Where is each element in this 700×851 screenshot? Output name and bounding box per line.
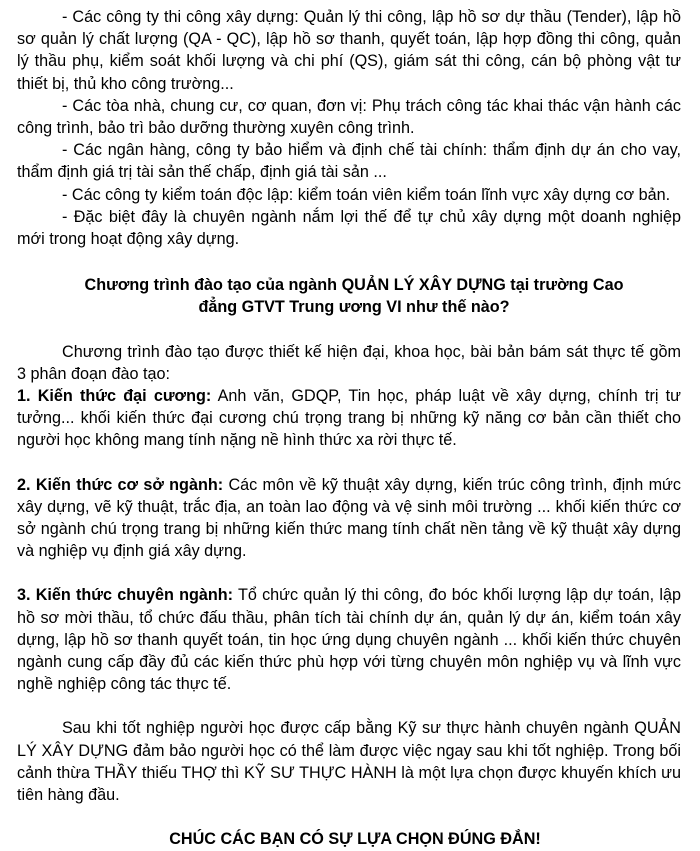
closing-message: CHÚC CÁC BẠN CÓ SỰ LỰA CHỌN ĐÚNG ĐẮN! <box>169 830 541 849</box>
spacer <box>17 319 681 341</box>
section-heading: Chương trình đào tạo của ngành QUẢN LÝ XÂY DỰNG tại trường Cao đẳng GTVT Trung ương VI như thế nào? <box>84 276 624 317</box>
intro-item-entrepreneurship: - Đặc biệt đây là chuyên ngành nắm lợi thế để tự chủ xây dựng một doanh nghiệp mới trong hoạt động xây dựng. <box>17 207 681 249</box>
intro-item-buildings: - Các tòa nhà, chung cư, cơ quan, đơn vị: Phụ trách công tác khai thác vận hành các công trình, bảo trì bảo dưỡng thường xuyên công trình. <box>17 96 681 138</box>
document-page <box>17 6 681 851</box>
spacer <box>17 562 681 584</box>
spacer <box>17 250 681 274</box>
section-foundation-knowledge <box>17 474 681 563</box>
section-title: 3. Kiến thức chuyên ngành: <box>17 586 234 605</box>
section-body: Các môn về kỹ thuật xây dựng, kiến trúc công trình, định mức xây dựng, vẽ kỹ thuật, trắc địa, an toàn lao động và vệ sinh môi trường ... khối kiến thức cơ sở ngành chú trọng trang bị những kiến thức mang tính chất nền tảng về kỹ thuật xây dựng và nghiệp vụ định giá xây dựng. <box>17 475 681 561</box>
section-specialized-knowledge <box>17 584 681 695</box>
spacer <box>17 806 681 828</box>
intro-item-banks: - Các ngân hàng, công ty bảo hiểm và định chế tài chính: thẩm định dự án cho vay, thẩm định giá trị tài sản thế chấp, định giá tài sản ... <box>17 141 681 182</box>
section-body: Anh văn, GDQP, Tin học, pháp luật về xây dựng, chính trị tư tưởng... khối kiến thức đại cương chú trọng trang bị những kỹ năng cơ bản cần thiết cho người học không mang tính nặng nề hình thức xa rời thực tế. <box>17 387 682 450</box>
intro-item-audit: - Các công ty kiểm toán độc lập: kiểm toán viên kiểm toán lĩnh vực xây dựng cơ bản. <box>62 185 671 204</box>
spacer <box>17 695 681 717</box>
section-general-knowledge <box>17 385 681 452</box>
section-title: 1. Kiến thức đại cương: <box>17 387 212 406</box>
spacer <box>17 452 681 474</box>
section-body: Tổ chức quản lý thi công, đo bóc khối lượng lập dự toán, lập hồ sơ mời thầu, tổ chức đấu thầu, phân tích tài chính dự án, quản lý dự án, kiểm toán xây dựng, lập hồ sơ thanh quyết toán, tin học ứng dụng chuyên ngành ... khối kiến thức chuyên ngành cung cấp đầy đủ các kiến thức phù hợp với từng chuyên môn nghiệp vụ và lĩnh vực nghề nghiệp công tác thực tế. <box>17 586 681 694</box>
program-intro: Chương trình đào tạo được thiết kế hiện đại, khoa học, bài bản bám sát thực tế gồm 3 phân đoạn đào tạo: <box>17 342 681 383</box>
section-title: 2. Kiến thức cơ sở ngành: <box>17 475 224 494</box>
intro-item-construction: - Các công ty thi công xây dựng: Quản lý thi công, lập hồ sơ dự thầu (Tender), lập hồ sơ quản lý chất lượng (QA - QC), lập hồ sơ thanh, quyết toán, lập hợp đồng thi công, quản lý thầu phụ, kiểm soát khối lượng và chi phí (QS), giám sát thi công, cán bộ phòng vật tư thiết bị, thủ kho công trường... <box>17 8 681 93</box>
conclusion-paragraph: Sau khi tốt nghiệp người học được cấp bằng Kỹ sư thực hành chuyên ngành QUẢN LÝ XÂY DỰNG đảm bảo người học có thể làm được việc ngay sau khi tốt nghiệp. Trong bối cảnh thừa THẦY thiếu THỢ thì KỸ SƯ THỰC HÀNH là một lựa chọn được khuyến khích ưu tiên hàng đầu. <box>17 719 681 805</box>
